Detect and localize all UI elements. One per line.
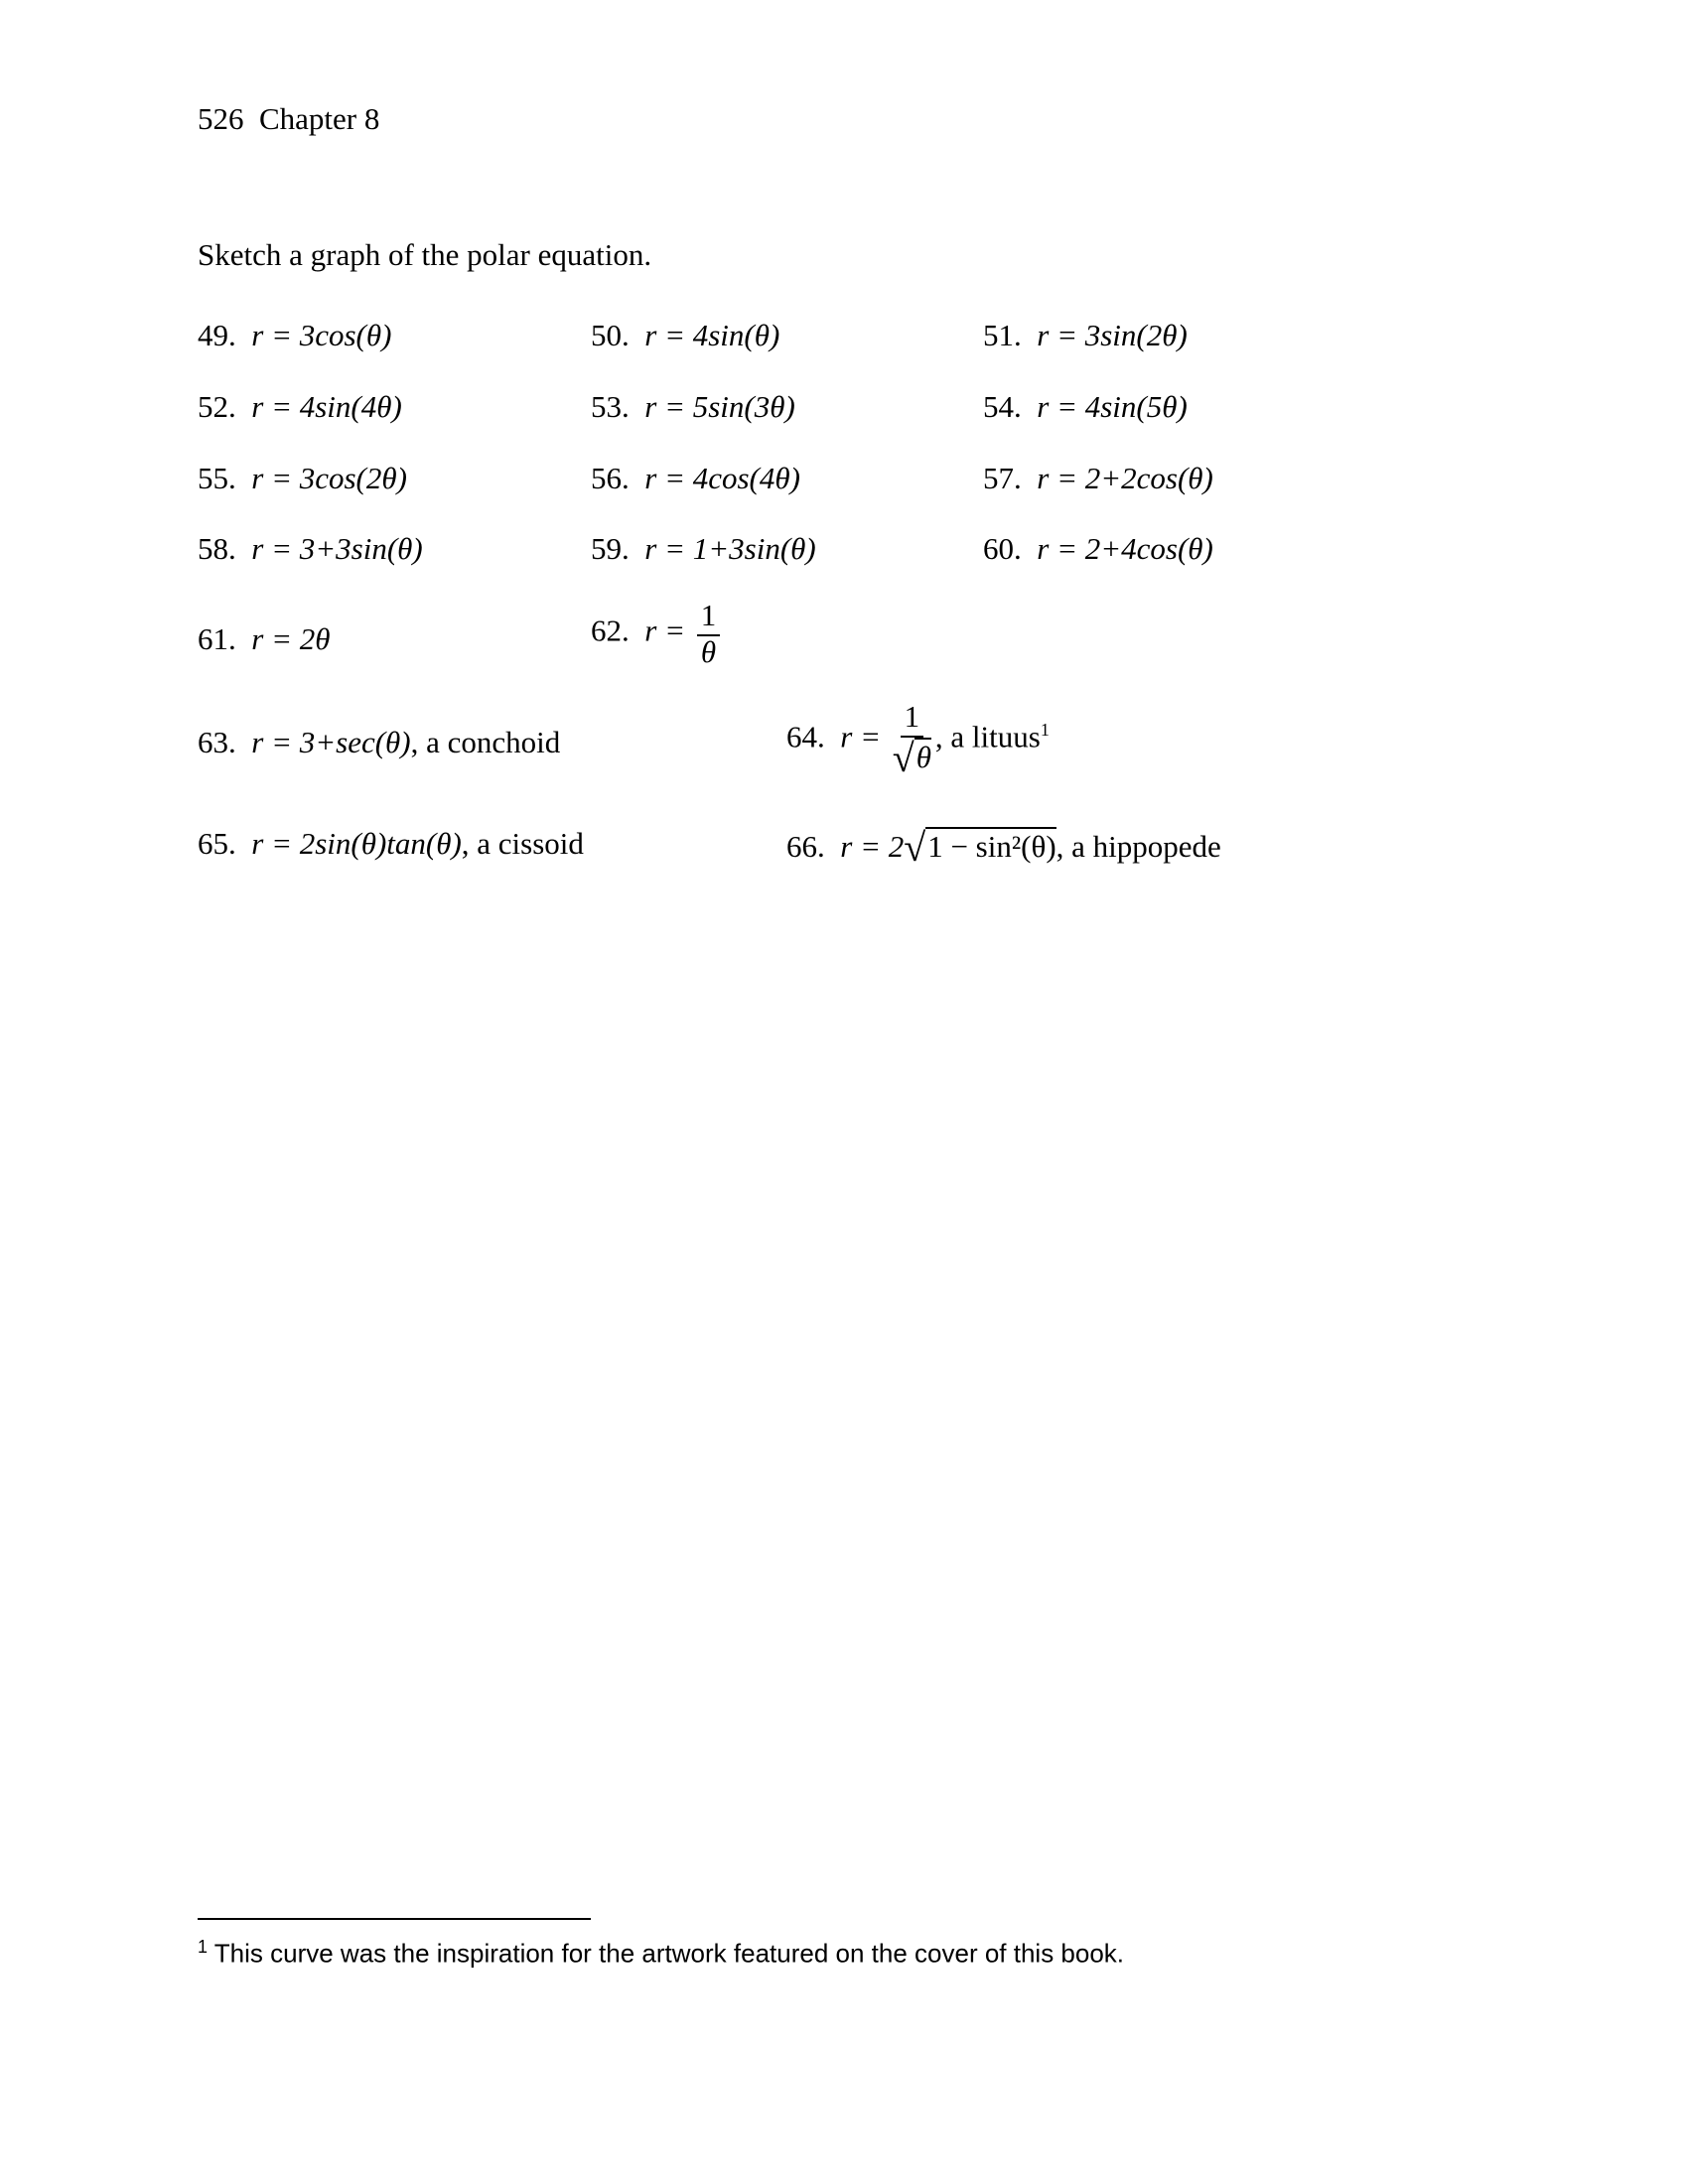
equation: r = 3cos(2θ) [251,461,407,495]
problem-number: 58. [198,531,236,566]
fraction [893,701,931,779]
problem-65 [198,828,584,859]
problem-55 [198,463,407,493]
footnote-text: This curve was the inspiration for the artwork featured on the cover of this book. [213,1938,1125,1969]
problem-60 [983,533,1213,564]
equation: r = 3+sec(θ) [251,725,411,759]
problem-number: 54. [983,389,1022,424]
footnote-mark: 1 [1040,720,1050,741]
footnote-divider [198,1918,591,1920]
problem-number: 66. [786,829,825,864]
problem-number: 57. [983,461,1022,495]
problem-number: 55. [198,461,236,495]
page-header [198,103,379,134]
equation: r = 1+3sin(θ) [644,531,816,566]
curve-name: , a hippopede [1055,829,1221,864]
equation: r = 2θ [251,621,331,656]
equation: r = 3sin(2θ) [1037,318,1188,352]
problem-61 [198,623,330,654]
problem-number: 49. [198,318,236,352]
problem-62 [591,600,724,668]
equation: r = 3cos(θ) [251,318,392,352]
problem-64 [786,701,1050,779]
denominator: θ [915,739,931,774]
radicand: 1 − sin²(θ) [927,829,1056,864]
numerator: 1 [901,701,924,738]
numerator: 1 [697,600,721,636]
problem-number: 59. [591,531,630,566]
radical-sign: √ [904,825,926,870]
footnote-mark: 1 [198,1937,209,1957]
problem-number: 51. [983,318,1022,352]
problem-57 [983,463,1213,493]
problem-number: 63. [198,725,236,759]
radical-sign: √ [892,735,914,780]
chapter-title: Chapter 8 [259,101,380,136]
equation-lhs: r = 2 [840,829,905,864]
problem-number: 65. [198,826,236,861]
problem-number: 52. [198,389,236,424]
equation-lhs: r = [840,719,881,754]
instructions: Sketch a graph of the polar equation. [198,237,652,272]
problem-52 [198,391,402,422]
equation: r = 5sin(3θ) [644,389,795,424]
curve-name: , a conchoid [410,725,561,759]
page-number: 526 [198,101,244,136]
footnote [198,1938,1124,1967]
curve-name: , a cissoid [461,826,584,861]
problem-54 [983,391,1188,422]
denominator: θ [700,633,717,669]
equation: r = 3+3sin(θ) [251,531,423,566]
problem-53 [591,391,795,422]
fraction [697,600,721,668]
equation: r = 4sin(5θ) [1037,389,1188,424]
problem-number: 60. [983,531,1022,566]
equation: r = 2+2cos(θ) [1037,461,1213,495]
problem-number: 50. [591,318,630,352]
problem-51 [983,320,1188,350]
problem-56 [591,463,800,493]
equation: r = 2sin(θ)tan(θ) [251,826,462,861]
problem-49 [198,320,391,350]
problem-59 [591,533,816,564]
equation: r = 4cos(4θ) [644,461,800,495]
problem-number: 53. [591,389,630,424]
problem-63 [198,727,560,757]
equation: r = 2+4cos(θ) [1037,531,1213,566]
problem-number: 64. [786,719,825,754]
problem-50 [591,320,779,350]
problem-number: 62. [591,613,630,648]
equation-lhs: r = [644,613,685,648]
problem-number: 56. [591,461,630,495]
problem-number: 61. [198,621,236,656]
equation: r = 4sin(4θ) [251,389,402,424]
problem-66 [786,825,1221,870]
equation: r = 4sin(θ) [644,318,780,352]
problem-58 [198,533,423,564]
curve-name: , a lituus [934,719,1041,754]
